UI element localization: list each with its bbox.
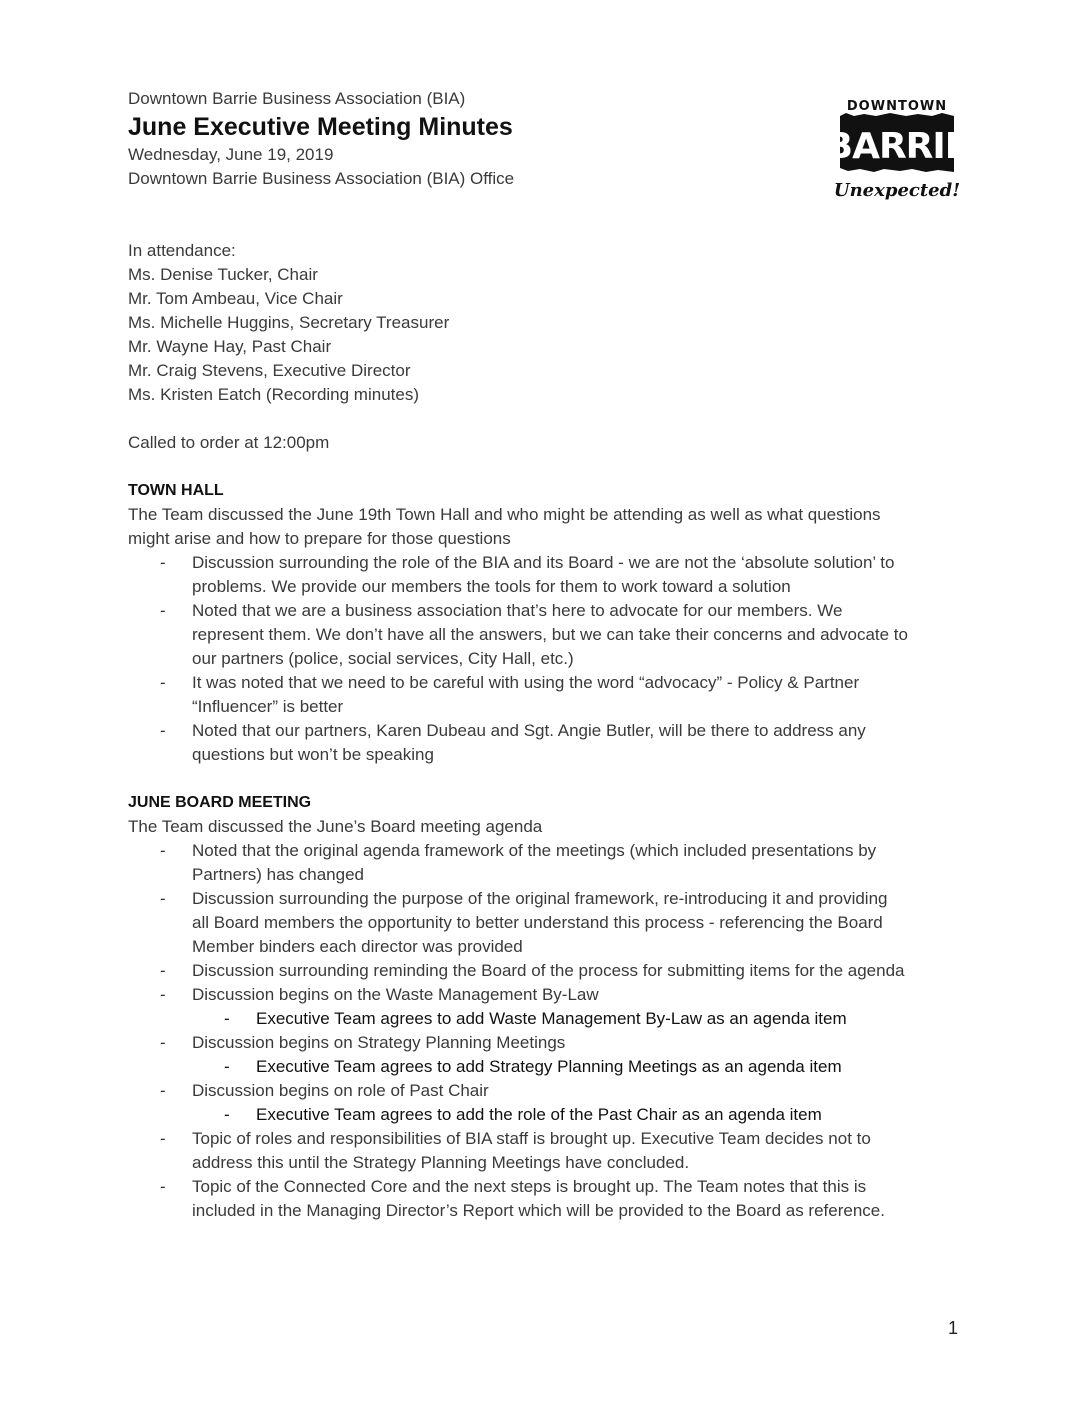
bullet-line: Discussion begins on Strategy Planning Meetings (192, 1033, 566, 1052)
bullet-line: Partners) has changed (192, 865, 364, 884)
bullet-line: Member binders each director was provided (192, 937, 523, 956)
bullet-item (128, 719, 968, 767)
bullet-line: Discussion begins on the Waste Management By-Law (192, 985, 599, 1004)
bullet-line: questions but won’t be speaking (192, 745, 434, 764)
attendee: Mr. Craig Stevens, Executive Director (128, 361, 411, 380)
bullet-line: problems. We provide our members the tools for them to work toward a solution (192, 577, 791, 596)
bullet-dash: - (224, 1057, 230, 1076)
bullet-line: all Board members the opportunity to better understand this process - referencing the Board (192, 913, 883, 932)
town-hall-section (128, 479, 968, 767)
bullet-item (128, 1127, 968, 1175)
bullet-dash: - (160, 1081, 166, 1100)
svg-text:BARRIE: BARRIE (825, 126, 969, 167)
sub-bullet-line: Executive Team agrees to add the role of the Past Chair as an agenda item (256, 1105, 822, 1124)
bullet-item (128, 1079, 968, 1103)
bullet-line: It was noted that we need to be careful with using the word “advocacy” - Policy & Partner (192, 673, 860, 692)
bullet-line: “Influencer” is better (192, 697, 344, 716)
sub-bullet-item (128, 1007, 968, 1031)
attendance-section (128, 239, 968, 407)
sub-bullet-item (128, 1103, 968, 1127)
bullet-line: Noted that our partners, Karen Dubeau and Sgt. Angie Butler, will be there to address any (192, 721, 866, 740)
bullet-dash: - (160, 841, 166, 860)
sub-bullet-line: Executive Team agrees to add Waste Management By-Law as an agenda item (256, 1009, 847, 1028)
svg-text:DOWNTOWN: DOWNTOWN (846, 99, 948, 114)
attendee: Mr. Wayne Hay, Past Chair (128, 337, 332, 356)
bullet-line: Discussion surrounding the role of the BIA and its Board - we are not the ‘absolute solution’ to (192, 553, 895, 572)
bullet-dash: - (160, 1129, 166, 1148)
bullet-line: our partners (police, social services, City Hall, etc.) (192, 649, 574, 668)
bullet-line: represent them. We don’t have all the answers, but we can take their concerns and advocate to (192, 625, 908, 644)
bullet-dash: - (160, 601, 166, 620)
bullet-item (128, 983, 968, 1007)
svg-text:Unexpected!: Unexpected! (833, 180, 961, 201)
bullet-line: Noted that the original agenda framework of the meetings (which included presentations by (192, 841, 877, 860)
bullet-item (128, 599, 968, 671)
attendee: Ms. Kristen Eatch (Recording minutes) (128, 385, 419, 404)
bullet-line: Discussion surrounding the purpose of the original framework, re-introducing it and providing (192, 889, 888, 908)
section-intro: The Team discussed the June’s Board meeting agenda (128, 817, 543, 836)
bullet-line: address this until the Strategy Planning Meetings have concluded. (192, 1153, 690, 1172)
bullet-dash: - (224, 1105, 230, 1124)
bullet-line: Topic of roles and responsibilities of BIA staff is brought up. Executive Team decides not to (192, 1129, 871, 1148)
organization-name: Downtown Barrie Business Association (BIA) (128, 89, 466, 108)
bullet-item (128, 551, 968, 599)
attendee: Ms. Denise Tucker, Chair (128, 265, 318, 284)
bullet-item (128, 887, 968, 959)
attendee: Mr. Tom Ambeau, Vice Chair (128, 289, 343, 308)
meeting-location: Downtown Barrie Business Association (BIA) Office (128, 169, 515, 188)
called-to-order: Called to order at 12:00pm (128, 433, 330, 452)
bullet-dash: - (224, 1009, 230, 1028)
page-number: 1 (947, 1318, 958, 1338)
bullet-dash: - (160, 1033, 166, 1052)
attendee: Ms. Michelle Huggins, Secretary Treasurer (128, 313, 450, 332)
bullet-dash: - (160, 889, 166, 908)
section-heading-board-meeting: JUNE BOARD MEETING (128, 794, 312, 811)
bullet-line: Topic of the Connected Core and the next steps is brought up. The Team notes that this is (192, 1177, 867, 1196)
document-title: June Executive Meeting Minutes (128, 113, 513, 141)
section-intro: might arise and how to prepare for those questions (128, 529, 511, 548)
bullet-dash: - (160, 961, 166, 980)
bullet-item (128, 959, 968, 983)
bullet-item (128, 1175, 968, 1223)
section-intro: The Team discussed the June 19th Town Hall and who might be attending as well as what questions (128, 505, 881, 524)
bullet-dash: - (160, 553, 166, 572)
document-content (128, 87, 968, 1223)
bullet-line: included in the Managing Director’s Report which will be provided to the Board as reference. (192, 1201, 885, 1220)
bullet-dash: - (160, 721, 166, 740)
bullet-dash: - (160, 985, 166, 1004)
board-meeting-section (128, 791, 968, 1223)
bullet-line: Noted that we are a business association that’s here to advocate for our members. We (192, 601, 843, 620)
bullet-line: Discussion begins on role of Past Chair (192, 1081, 489, 1100)
section-heading-town-hall: TOWN HALL (128, 482, 224, 499)
meeting-date: Wednesday, June 19, 2019 (128, 145, 334, 164)
bullet-item (128, 839, 968, 887)
attendance-label: In attendance: (128, 241, 236, 260)
bullet-item (128, 671, 968, 719)
sub-bullet-item (128, 1055, 968, 1079)
bullet-dash: - (160, 673, 166, 692)
bullet-item (128, 1031, 968, 1055)
bullet-line: Discussion surrounding reminding the Board of the process for submitting items for the agenda (192, 961, 905, 980)
bullet-dash: - (160, 1177, 166, 1196)
sub-bullet-line: Executive Team agrees to add Strategy Planning Meetings as an agenda item (256, 1057, 842, 1076)
